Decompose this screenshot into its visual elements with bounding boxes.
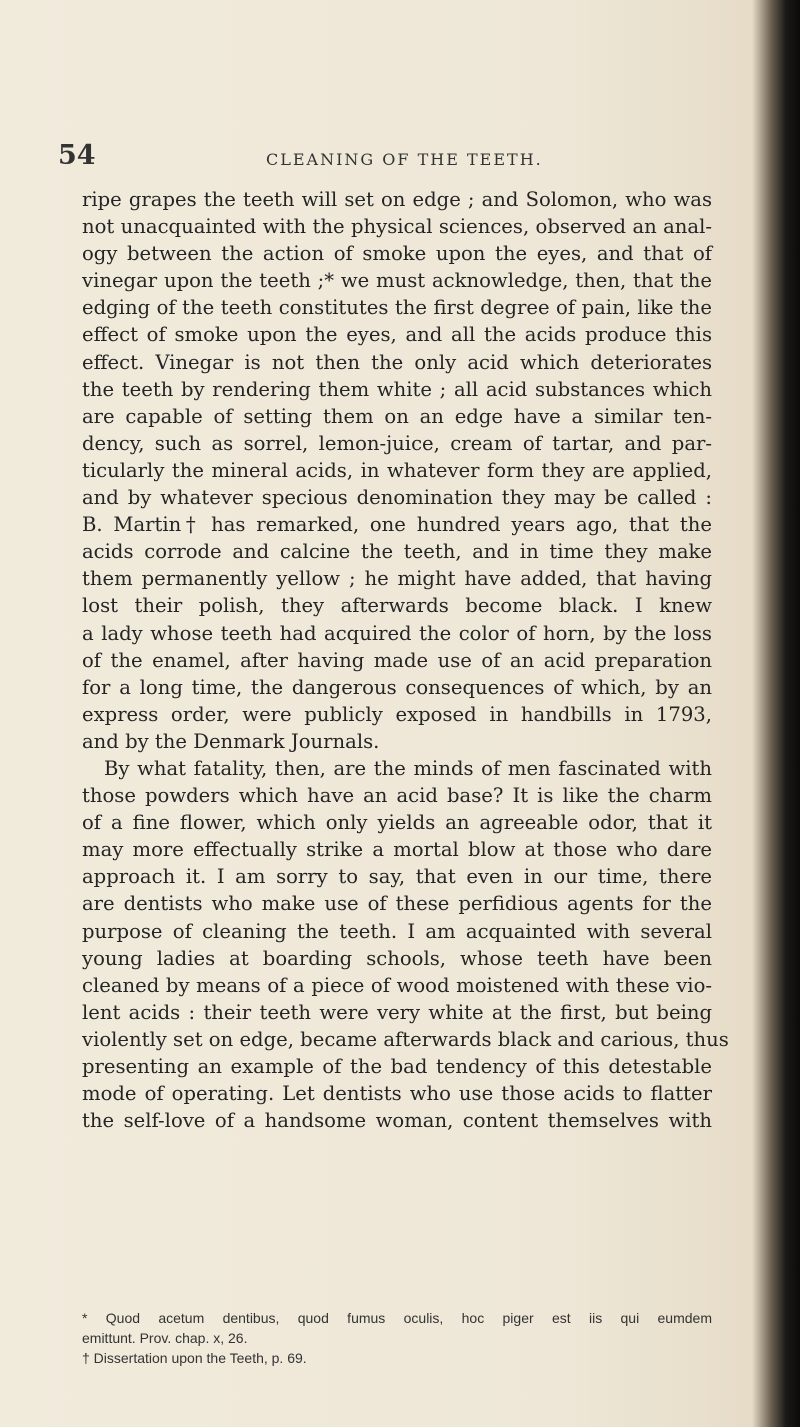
text-line: not unacquainted with the physical sciences, observed an anal-: [82, 215, 712, 239]
text-line: edging of the teeth constitutes the first degree of pain, like the: [82, 296, 712, 320]
text-line: the teeth by rendering them white ; all acid substances which: [82, 377, 712, 401]
text-line: are dentists who make use of these perfidious agents for the: [82, 892, 712, 916]
footnotes: [82, 1308, 712, 1368]
text-line: ripe grapes the teeth will set on edge ; and Solomon, who was: [82, 188, 712, 211]
footnote-line: † Dissertation upon the Teeth, p. 69.: [82, 1350, 307, 1366]
text-line: effect of smoke upon the eyes, and all the acids produce this: [82, 323, 712, 347]
text-line: them permanently yellow ; he might have added, that having: [82, 567, 712, 591]
text-line: mode of operating. Let dentists who use those acids to flatter: [82, 1082, 712, 1106]
text-line: ticularly the mineral acids, in whatever form they are applied,: [82, 458, 712, 482]
text-line: lent acids : their teeth were very white at the first, but being: [82, 1000, 712, 1024]
text-line: may more effectually strike a mortal blow at those who dare: [82, 838, 712, 862]
text-line: cleaned by means of a piece of wood moistened with these vio-: [82, 973, 712, 997]
text-line: a lady whose teeth had acquired the color of horn, by the loss: [82, 621, 712, 645]
body-text: [82, 186, 729, 1134]
text-line: of a fine flower, which only yields an agreeable odor, that it: [82, 811, 712, 835]
text-line: are capable of setting them on an edge have a similar ten-: [82, 404, 712, 428]
text-line: lost their polish, they afterwards become black. I knew: [82, 594, 712, 618]
text-line: dency, such as sorrel, lemon-juice, cream of tartar, and par-: [82, 431, 712, 455]
running-title: CLEANING OF THE TEETH.: [266, 150, 543, 169]
text-line: for a long time, the dangerous consequences of which, by an: [82, 675, 712, 699]
text-line: purpose of cleaning the teeth. I am acquainted with several: [82, 919, 712, 943]
footnote-line: emittunt. Prov. chap. x, 26.: [82, 1330, 248, 1346]
text-line: presenting an example of the bad tendency of this detestable: [82, 1055, 712, 1078]
text-line: By what fatality, then, are the minds of men fascinated with: [104, 756, 712, 780]
text-line: acids corrode and calcine the teeth, and in time they make: [82, 540, 712, 564]
text-line: and by the Denmark Journals.: [82, 729, 380, 753]
text-line: violently set on edge, became afterwards black and carious, thus: [82, 1027, 729, 1051]
text-line: young ladies at boarding schools, whose teeth have been: [82, 946, 712, 970]
page-number: 54: [58, 140, 96, 171]
text-line: of the enamel, after having made use of an acid preparation: [82, 648, 712, 672]
text-line: effect. Vinegar is not then the only acid which deteriorates: [82, 350, 712, 374]
text-line: express order, were publicly exposed in handbills in 1793,: [82, 702, 712, 726]
running-head: [58, 140, 698, 180]
text-line: ogy between the action of smoke upon the eyes, and that of: [82, 242, 712, 266]
text-line: and by whatever specious denomination they may be called :: [82, 486, 712, 510]
text-line: vinegar upon the teeth ;* we must acknowledge, then, that the: [82, 269, 712, 293]
text-line: B. Martin† has remarked, one hundred years ago, that the: [82, 513, 712, 537]
text-line: approach it. I am sorry to say, that even in our time, there: [82, 865, 712, 889]
footnote-line: * Quod acetum dentibus, quod fumus oculis, hoc piger est iis qui eumdem: [82, 1310, 712, 1326]
page-binding-edge: [752, 0, 800, 1427]
text-line: the self-love of a handsome woman, content themselves with: [82, 1109, 712, 1133]
text-line: those powders which have an acid base? It is like the charm: [82, 784, 712, 808]
